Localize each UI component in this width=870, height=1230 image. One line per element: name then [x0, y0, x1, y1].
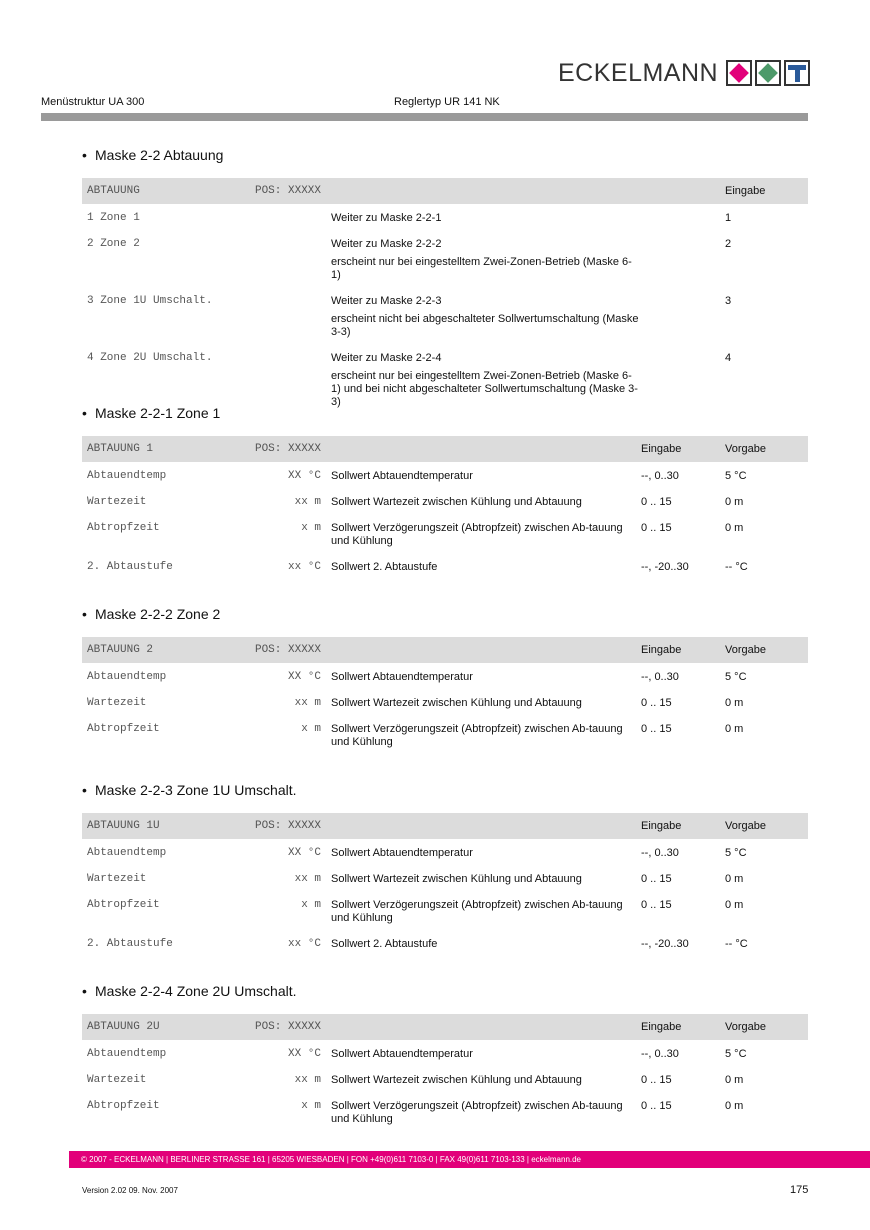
param-name: Wartezeit: [87, 873, 147, 885]
mask-pos: POS: XXXXX: [245, 637, 331, 663]
param-range: 0 .. 15: [641, 697, 672, 709]
param-name: Abtauendtemp: [87, 1048, 167, 1060]
green-diamond-icon: [755, 60, 781, 86]
mask-section: [82, 605, 808, 754]
table-row: [82, 865, 808, 891]
header-col-right: Eingabe: [725, 178, 808, 204]
param-name: Abtauendtemp: [87, 671, 167, 683]
param-default: 2: [725, 238, 732, 250]
mask-table: [82, 637, 808, 754]
description-note: erscheint nicht bei abgeschalteter Sollwertumschaltung (Maske 3-3): [331, 313, 639, 338]
param-name: Wartezeit: [87, 1074, 147, 1086]
param-name: 3 Zone 1U Umschalt.: [87, 295, 213, 307]
header-desc: [331, 436, 641, 462]
param-default: -- °C: [725, 938, 748, 950]
param-range: 0 .. 15: [641, 496, 672, 508]
param-name: 2. Abtaustufe: [87, 561, 173, 573]
param-description: [331, 865, 641, 891]
description-text: Weiter zu Maske 2-2-3: [331, 295, 442, 307]
table-row: [82, 1066, 808, 1092]
description-text: Sollwert Wartezeit zwischen Kühlung und Abtauung: [331, 496, 582, 508]
table-row: [82, 1040, 808, 1066]
page-number: 175: [790, 1184, 809, 1196]
param-description: [331, 230, 641, 287]
bullet-icon: •: [82, 147, 87, 163]
param-default: 5 °C: [725, 470, 747, 482]
header-col-right: Vorgabe: [725, 1014, 808, 1040]
param-default: -- °C: [725, 561, 748, 573]
param-range: 0 .. 15: [641, 522, 672, 534]
description-text: Weiter zu Maske 2-2-1: [331, 212, 442, 224]
table-row: [82, 715, 808, 754]
param-default: 5 °C: [725, 847, 747, 859]
param-value: XX °C: [287, 847, 321, 859]
header-desc: [331, 1014, 641, 1040]
param-value: xx m: [294, 1074, 321, 1086]
mask-pos: POS: XXXXX: [245, 178, 331, 204]
footer-address: © 2007 - ECKELMANN | BERLINER STRASSE 161 | 65205 WIESBADEN | FON +49(0)611 7103-0 | FAX 49(0)611 7103-133 | eckelmann.de: [81, 1155, 582, 1164]
mask-section: [82, 982, 808, 1131]
header-left-title: Menüstruktur UA 300: [41, 96, 145, 108]
param-description: [331, 553, 641, 579]
param-value: xx °C: [287, 561, 321, 573]
param-name: Abtropfzeit: [87, 899, 160, 911]
table-row: [82, 839, 808, 865]
table-row: [82, 230, 808, 287]
table-row: [82, 462, 808, 488]
description-text: Sollwert Verzögerungszeit (Abtropfzeit) zwischen Ab-tauung und Kühlung: [331, 723, 623, 748]
param-value: x m: [301, 522, 321, 534]
header-col-right: Vorgabe: [725, 637, 808, 663]
bullet-icon: •: [82, 405, 87, 421]
mask-table: [82, 1014, 808, 1131]
param-range: [641, 287, 725, 344]
table-row: [82, 204, 808, 230]
param-value: x m: [301, 1100, 321, 1112]
bullet-icon: •: [82, 983, 87, 999]
param-range: [641, 230, 725, 287]
param-name: Abtropfzeit: [87, 723, 160, 735]
section-title: [82, 982, 808, 1000]
param-range: 0 .. 15: [641, 1074, 672, 1086]
param-description: [331, 514, 641, 553]
param-default: 0 m: [725, 1074, 744, 1086]
param-default: 3: [725, 295, 732, 307]
mask-name: ABTAUUNG 1U: [82, 813, 245, 839]
param-range: 0 .. 15: [641, 873, 672, 885]
param-description: [331, 839, 641, 865]
param-range: --, -20..30: [641, 561, 689, 573]
description-note: erscheint nur bei eingestelltem Zwei-Zonen-Betrieb (Maske 6-1): [331, 256, 632, 281]
mask-section: [82, 781, 808, 956]
section-title: [82, 404, 808, 422]
mask-table: [82, 813, 808, 956]
param-default: 5 °C: [725, 1048, 747, 1060]
param-value: XX °C: [287, 671, 321, 683]
table-row: [82, 514, 808, 553]
mask-pos: POS: XXXXX: [245, 1014, 331, 1040]
description-text: Sollwert Abtauendtemperatur: [331, 671, 473, 683]
param-name: Abtauendtemp: [87, 847, 167, 859]
description-text: Sollwert Abtauendtemperatur: [331, 1048, 473, 1060]
table-header-row: [82, 1014, 808, 1040]
description-text: Sollwert Wartezeit zwischen Kühlung und Abtauung: [331, 873, 582, 885]
mask-pos: POS: XXXXX: [245, 813, 331, 839]
param-default: 0 m: [725, 899, 744, 911]
param-value: xx m: [294, 697, 321, 709]
header-eingabe: Eingabe: [641, 436, 725, 462]
param-default: 0 m: [725, 873, 744, 885]
param-range: --, 0..30: [641, 671, 679, 683]
bullet-icon: •: [82, 782, 87, 798]
param-range: [641, 204, 725, 230]
param-value: xx m: [294, 496, 321, 508]
description-note: erscheint nur bei eingestelltem Zwei-Zonen-Betrieb (Maske 6-1) und bei nicht abgeschalteter Sollwertumschaltung (Maske 3-3): [331, 370, 638, 408]
param-description: [331, 462, 641, 488]
param-value: [245, 287, 331, 344]
description-text: Weiter zu Maske 2-2-2: [331, 238, 442, 250]
header-eingabe: Eingabe: [641, 1014, 725, 1040]
header-desc: [331, 637, 641, 663]
description-text: Sollwert Wartezeit zwischen Kühlung und Abtauung: [331, 1074, 582, 1086]
param-value: xx m: [294, 873, 321, 885]
param-default: 0 m: [725, 1100, 744, 1112]
param-name: 4 Zone 2U Umschalt.: [87, 352, 213, 364]
description-text: Weiter zu Maske 2-2-4: [331, 352, 442, 364]
param-description: [331, 287, 641, 344]
param-name: 2 Zone 2: [87, 238, 140, 250]
logo-icons: [726, 60, 813, 86]
table-row: [82, 891, 808, 930]
table-row: [82, 553, 808, 579]
param-value: x m: [301, 899, 321, 911]
mask-table: [82, 178, 808, 414]
param-value: xx °C: [287, 938, 321, 950]
param-range: --, 0..30: [641, 847, 679, 859]
param-range: --, 0..30: [641, 1048, 679, 1060]
header-col-right: Vorgabe: [725, 436, 808, 462]
header-desc: [331, 813, 641, 839]
description-text: Sollwert 2. Abtaustufe: [331, 561, 438, 573]
table-row: [82, 1092, 808, 1131]
mask-name: ABTAUUNG 2U: [82, 1014, 245, 1040]
description-text: Sollwert 2. Abtaustufe: [331, 938, 438, 950]
table-row: [82, 488, 808, 514]
header-desc: [331, 178, 641, 204]
param-range: --, 0..30: [641, 470, 679, 482]
version-info: Version 2.02 09. Nov. 2007: [82, 1186, 178, 1195]
section-title: [82, 605, 808, 623]
header-center-title: Reglertyp UR 141 NK: [394, 96, 500, 108]
section-title: [82, 781, 808, 799]
eckelmann-logo: [558, 58, 813, 88]
param-description: [331, 1040, 641, 1066]
description-text: Sollwert Wartezeit zwischen Kühlung und Abtauung: [331, 697, 582, 709]
param-value: XX °C: [287, 1048, 321, 1060]
mask-name: ABTAUUNG: [82, 178, 245, 204]
section-title-text: Maske 2-2-3 Zone 1U Umschalt.: [95, 782, 297, 798]
param-description: [331, 1066, 641, 1092]
param-value: [245, 230, 331, 287]
footer-bar: [69, 1151, 870, 1168]
param-description: [331, 204, 641, 230]
param-description: [331, 1092, 641, 1131]
param-description: [331, 663, 641, 689]
section-title-text: Maske 2-2 Abtauung: [95, 147, 224, 163]
description-text: Sollwert Verzögerungszeit (Abtropfzeit) zwischen Ab-tauung und Kühlung: [331, 899, 623, 924]
description-text: Sollwert Verzögerungszeit (Abtropfzeit) zwischen Ab-tauung und Kühlung: [331, 1100, 623, 1125]
table-row: [82, 287, 808, 344]
bullet-icon: •: [82, 606, 87, 622]
param-default: 5 °C: [725, 671, 747, 683]
header-col-right: Vorgabe: [725, 813, 808, 839]
mask-name: ABTAUUNG 2: [82, 637, 245, 663]
table-header-row: [82, 436, 808, 462]
table-row: [82, 689, 808, 715]
table-row: [82, 663, 808, 689]
mask-section: [82, 146, 808, 414]
mask-pos: POS: XXXXX: [245, 436, 331, 462]
param-default: 0 m: [725, 522, 744, 534]
param-default: 0 m: [725, 496, 744, 508]
param-name: 2. Abtaustufe: [87, 938, 173, 950]
section-title-text: Maske 2-2-1 Zone 1: [95, 405, 221, 421]
description-text: Sollwert Abtauendtemperatur: [331, 847, 473, 859]
description-text: Sollwert Verzögerungszeit (Abtropfzeit) zwischen Ab-tauung und Kühlung: [331, 522, 623, 547]
param-description: [331, 689, 641, 715]
header-eingabe: Eingabe: [641, 813, 725, 839]
param-range: 0 .. 15: [641, 723, 672, 735]
param-range: --, -20..30: [641, 938, 689, 950]
param-default: 0 m: [725, 697, 744, 709]
header-divider: [41, 113, 808, 121]
mask-section: [82, 404, 808, 579]
table-header-row: [82, 637, 808, 663]
param-range: 0 .. 15: [641, 1100, 672, 1112]
table-header-row: [82, 813, 808, 839]
param-name: 1 Zone 1: [87, 212, 140, 224]
param-description: [331, 930, 641, 956]
header-eingabe: [641, 178, 725, 204]
param-value: x m: [301, 723, 321, 735]
param-description: [331, 891, 641, 930]
param-description: [331, 488, 641, 514]
param-name: Abtauendtemp: [87, 470, 167, 482]
param-range: 0 .. 15: [641, 899, 672, 911]
param-name: Wartezeit: [87, 697, 147, 709]
param-value: XX °C: [287, 470, 321, 482]
mask-table: [82, 436, 808, 579]
magenta-diamond-icon: [726, 60, 752, 86]
param-default: 1: [725, 212, 732, 224]
param-name: Wartezeit: [87, 496, 147, 508]
logo-text: ECKELMANN: [558, 58, 719, 87]
description-text: Sollwert Abtauendtemperatur: [331, 470, 473, 482]
param-name: Abtropfzeit: [87, 1100, 160, 1112]
section-title-text: Maske 2-2-4 Zone 2U Umschalt.: [95, 983, 297, 999]
section-title-text: Maske 2-2-2 Zone 2: [95, 606, 221, 622]
section-title: [82, 146, 808, 164]
param-description: [331, 715, 641, 754]
mask-name: ABTAUUNG 1: [82, 436, 245, 462]
blue-t-icon: [784, 60, 810, 86]
param-default: 4: [725, 352, 732, 364]
param-name: Abtropfzeit: [87, 522, 160, 534]
param-value: [245, 204, 331, 230]
table-header-row: [82, 178, 808, 204]
param-default: 0 m: [725, 723, 744, 735]
header-eingabe: Eingabe: [641, 637, 725, 663]
table-row: [82, 930, 808, 956]
